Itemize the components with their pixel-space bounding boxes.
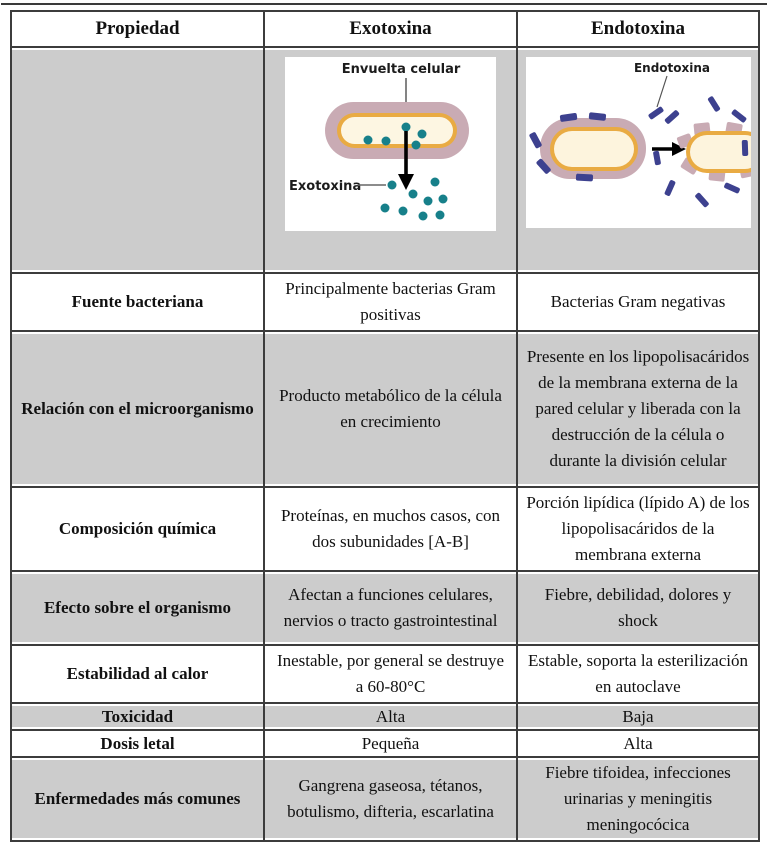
endotoxina-cell: Fiebre tifoidea, infecciones urinarias y meningitis meningocócica — [517, 757, 759, 841]
gram-negative-cell-lysing — [676, 122, 751, 182]
exotoxina-diagram-cell — [264, 47, 517, 273]
endotoxina-cell: Baja — [517, 703, 759, 730]
top-divider — [1, 3, 767, 5]
endotoxina-cell: Fiebre, debilidad, dolores y shock — [517, 571, 759, 645]
endotoxin-pointer-line — [657, 76, 667, 107]
gram-negative-cell-intact — [528, 112, 645, 181]
property-cell: Fuente bacteriana — [11, 273, 264, 331]
exotoxina-cell: Gangrena gaseosa, tétanos, botulismo, difteria, escarlatina — [264, 757, 517, 841]
property-cell: Composición química — [11, 487, 264, 571]
property-cell: Efecto sobre el organismo — [11, 571, 264, 645]
property-cell: Estabilidad al calor — [11, 645, 264, 703]
table-row-diagrams — [11, 47, 759, 273]
gram-positive-cell — [325, 102, 469, 159]
diagram-row-empty-cell — [11, 47, 264, 273]
property-cell: Enfermedades más comunes — [11, 757, 264, 841]
endotoxin-release-illustration — [526, 57, 751, 228]
exotoxina-cell: Alta — [264, 703, 517, 730]
endotoxina-cell: Presente en los lipopolisacáridos de la membrana externa de la pared celular y liberada con la destrucción de la célula o durante la división celular — [517, 331, 759, 487]
exotoxina-cell: Proteínas, en muchos casos, con dos subunidades [A-B] — [264, 487, 517, 571]
table-row-estabilidad-calor — [11, 645, 759, 703]
endotoxina-cell: Porción lipídica (lípido A) de los lipopolisacáridos de la membrana externa — [517, 487, 759, 571]
table-header-row — [11, 11, 759, 47]
endotoxina-cell: Bacterias Gram negativas — [517, 273, 759, 331]
exotoxina-cell: Inestable, por general se destruye a 60-80°C — [264, 645, 517, 703]
exotoxin-label: Exotoxina — [289, 179, 362, 194]
table-row-toxicidad — [11, 703, 759, 730]
table-row-efecto-organismo — [11, 571, 759, 645]
table-row-composicion-quimica — [11, 487, 759, 571]
table-row-dosis-letal — [11, 730, 759, 757]
endotoxina-diagram-cell — [517, 47, 759, 273]
property-cell: Toxicidad — [11, 703, 264, 730]
endotoxin-label: Endotoxina — [633, 61, 710, 75]
endotoxina-cell: Estable, soporta la esterilización en autoclave — [517, 645, 759, 703]
column-header-exotoxina: Exotoxina — [264, 11, 517, 47]
exotoxina-diagram — [285, 57, 496, 231]
exotoxina-cell: Afectan a funciones celulares, nervios o tracto gastrointestinal — [264, 571, 517, 645]
property-cell: Relación con el microorganismo — [11, 331, 264, 487]
exotoxina-cell: Principalmente bacterias Gram positivas — [264, 273, 517, 331]
toxin-comparison-table — [10, 10, 760, 842]
exotoxin-secretion-illustration — [285, 57, 496, 231]
property-cell: Dosis letal — [11, 730, 264, 757]
exotoxina-cell: Producto metabólico de la célula en crecimiento — [264, 331, 517, 487]
endotoxin-rod-pointed — [647, 106, 664, 120]
endotoxina-diagram — [526, 57, 751, 228]
endotoxina-cell: Alta — [517, 730, 759, 757]
table-row-fuente-bacteriana — [11, 273, 759, 331]
exotoxina-cell: Pequeña — [264, 730, 517, 757]
column-header-propiedad: Propiedad — [11, 11, 264, 47]
table-row-enfermedades-comunes — [11, 757, 759, 841]
exotoxin-dots-released — [381, 178, 448, 221]
table-row-relacion-microorganismo — [11, 331, 759, 487]
column-header-endotoxina: Endotoxina — [517, 11, 759, 47]
envelope-label: Envuelta celular — [341, 62, 461, 77]
